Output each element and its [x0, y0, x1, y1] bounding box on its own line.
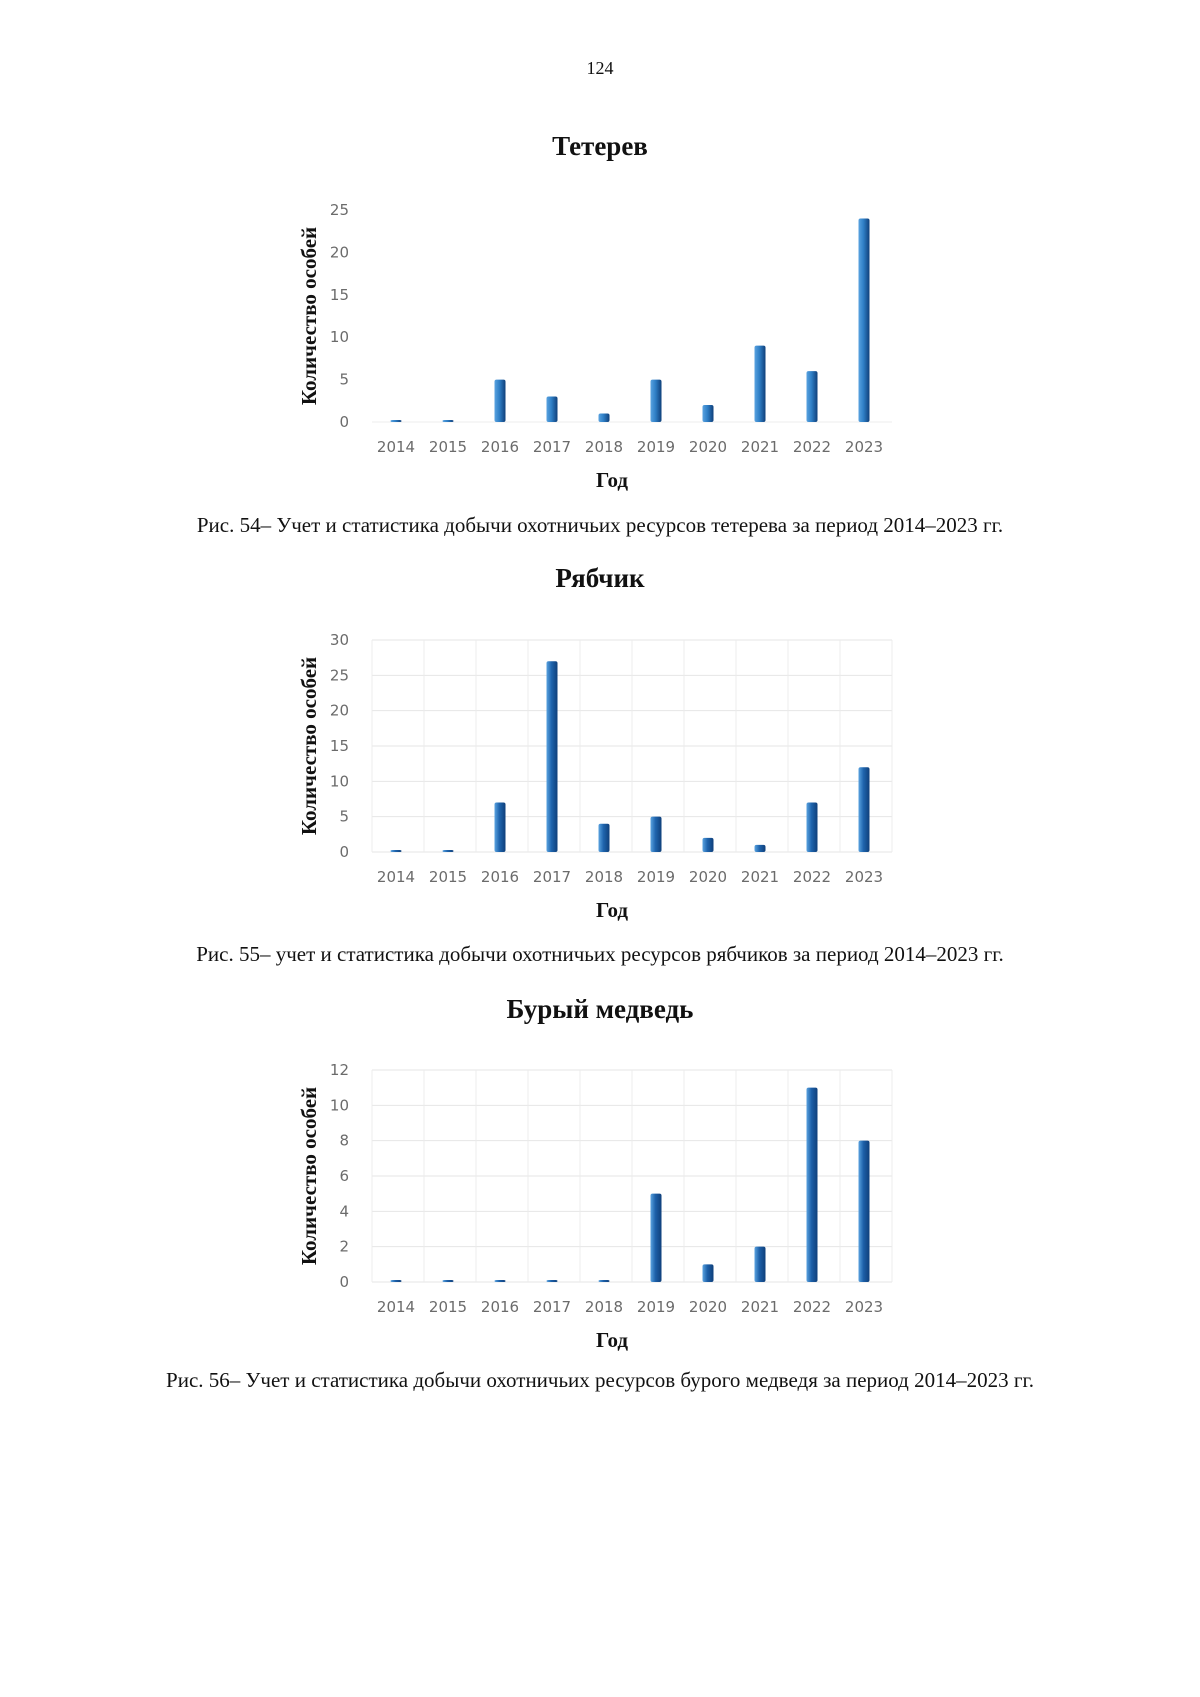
x-tick-label: 2018: [584, 1298, 624, 1316]
y-tick-label: 5: [339, 807, 349, 826]
x-tick-label: 2014: [376, 438, 416, 456]
y-tick-label: 4: [339, 1202, 349, 1221]
y-tick-label: 0: [339, 1273, 349, 1291]
x-tick-label: 2023: [844, 1298, 884, 1316]
x-tick-label: 2021: [740, 1298, 780, 1316]
bar-2018: [599, 414, 610, 422]
x-tick-label: 2021: [740, 868, 780, 886]
bar-2014: [391, 420, 402, 422]
x-tick-label: 2020: [688, 1298, 728, 1316]
x-tick-label: 2018: [584, 868, 624, 886]
x-tick-label: 2019: [636, 868, 676, 886]
x-tick-label: 2014: [376, 868, 416, 886]
x-tick-label: 2017: [532, 438, 572, 456]
bar-2019: [651, 380, 662, 422]
x-tick-label: 2018: [584, 438, 624, 456]
bar-2015: [443, 1280, 454, 1282]
bar-2015: [443, 850, 454, 852]
bar-2015: [443, 420, 454, 422]
figure-caption: Рис. 54– Учет и статистика добычи охотничьих ресурсов тетерева за период 2014–2023 гг.: [196, 513, 1004, 537]
bar-2022: [807, 803, 818, 852]
y-tick-label: 0: [339, 843, 349, 861]
x-tick-label: 2016: [480, 868, 520, 886]
y-tick-label: 8: [339, 1131, 349, 1150]
bar-2021: [755, 1247, 766, 1282]
y-tick-label: 6: [339, 1167, 349, 1185]
x-tick-label: 2023: [844, 868, 884, 886]
bar-chart-ryabchik: [0, 620, 1200, 930]
y-tick-label: 20: [329, 701, 349, 720]
bar-2022: [807, 371, 818, 422]
x-tick-label: 2015: [428, 1298, 468, 1316]
bar-2017: [547, 1280, 558, 1282]
y-tick-label: 15: [329, 737, 349, 755]
x-tick-label: 2020: [688, 438, 728, 456]
bar-2023: [859, 218, 870, 422]
y-tick-label: 10: [329, 328, 349, 347]
bar-2022: [807, 1088, 818, 1282]
x-tick-label: 2019: [636, 1298, 676, 1316]
bar-2016: [495, 1280, 506, 1282]
x-tick-label: 2014: [376, 1298, 416, 1316]
bar-2021: [755, 346, 766, 422]
y-tick-label: 25: [329, 201, 349, 219]
chart-title: Бурый медведь: [506, 994, 694, 1024]
y-tick-label: 10: [329, 1096, 349, 1115]
y-tick-label: 30: [329, 631, 349, 649]
y-tick-label: 20: [329, 243, 349, 262]
y-tick-label: 15: [329, 285, 349, 304]
x-tick-label: 2022: [792, 868, 832, 886]
bar-2019: [651, 817, 662, 852]
bar-2014: [391, 850, 402, 852]
y-tick-label: 2: [339, 1237, 349, 1256]
bar-2020: [703, 1264, 714, 1282]
x-tick-label: 2022: [792, 438, 832, 456]
bar-2020: [703, 838, 714, 852]
x-tick-label: 2016: [480, 1298, 520, 1316]
x-axis-label: Год: [595, 468, 629, 492]
figure-caption: Рис. 55– учет и статистика добычи охотничьих ресурсов рябчиков за период 2014–2023 гг.: [196, 942, 1004, 966]
y-axis-label: Количество особей: [297, 656, 321, 836]
x-tick-label: 2016: [480, 438, 520, 456]
page-number: 124: [586, 58, 614, 78]
bar-2021: [755, 845, 766, 852]
x-tick-label: 2023: [844, 438, 884, 456]
y-tick-label: 0: [339, 413, 349, 431]
bar-2018: [599, 1280, 610, 1282]
y-tick-label: 25: [329, 666, 349, 685]
bar-2017: [547, 397, 558, 422]
bar-2017: [547, 661, 558, 852]
chart-title: Тетерев: [552, 131, 648, 161]
bar-chart-buryy-medved: [0, 1050, 1200, 1360]
y-tick-label: 10: [329, 772, 349, 791]
bar-2023: [859, 767, 870, 852]
bar-2014: [391, 1280, 402, 1282]
x-tick-label: 2015: [428, 438, 468, 456]
x-tick-label: 2021: [740, 438, 780, 456]
x-tick-label: 2022: [792, 1298, 832, 1316]
x-tick-label: 2019: [636, 438, 676, 456]
y-axis-label: Количество особей: [297, 226, 321, 406]
x-axis-label: Год: [595, 1328, 629, 1352]
bar-2020: [703, 405, 714, 422]
y-axis-label: Количество особей: [297, 1086, 321, 1266]
x-tick-label: 2015: [428, 868, 468, 886]
y-tick-label: 5: [339, 370, 349, 389]
figure-caption: Рис. 56– Учет и статистика добычи охотничьих ресурсов бурого медведя за период 2014–2023 гг.: [166, 1368, 1034, 1392]
bar-2019: [651, 1194, 662, 1282]
bar-2016: [495, 803, 506, 852]
bar-2016: [495, 380, 506, 422]
bar-2023: [859, 1141, 870, 1282]
y-tick-label: 12: [329, 1061, 349, 1079]
x-tick-label: 2020: [688, 868, 728, 886]
x-tick-label: 2017: [532, 868, 572, 886]
x-tick-label: 2017: [532, 1298, 572, 1316]
bar-chart-teterev: [0, 190, 1200, 500]
x-axis-label: Год: [595, 898, 629, 922]
bar-2018: [599, 824, 610, 852]
chart-title: Рябчик: [555, 563, 645, 593]
